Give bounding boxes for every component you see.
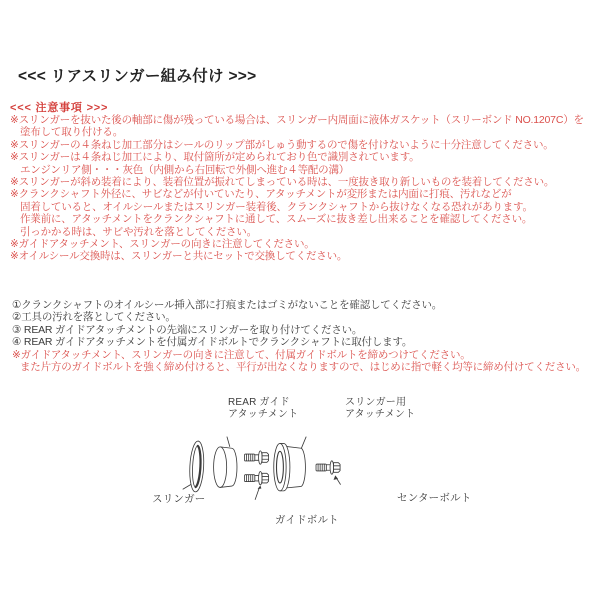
warning-line: また片方のガイドボルトを強く締め付けると、平行が出なくなりますので、はじめに指で軽く均等に締め付けてください。: [20, 361, 586, 374]
assembly-steps-section: [12, 299, 598, 373]
label-line: アタッチメント: [345, 408, 416, 420]
label-line: アタッチメント: [228, 408, 299, 420]
caution-line: ※オイルシール交換時は、スリンガーと共にセットで交換してください。: [10, 250, 348, 263]
page-title: <<< リアスリンガー組み付け >>>: [18, 68, 257, 85]
caution-line: 引っかかる時は、サビや汚れを落としてください。: [20, 225, 257, 238]
label-line: スリンガー用: [345, 397, 407, 408]
label-line: REAR ガイド: [228, 397, 290, 408]
slinger-ring-drawing: [189, 441, 205, 493]
caution-section: [10, 114, 598, 263]
caution-line: エンジンリア側・・・灰色（内側から右回転で外側へ進む４等配の溝）: [20, 163, 350, 176]
rear-guide-attachment-drawing: [214, 447, 237, 488]
caution-line: 作業前に、アタッチメントをクランクシャフトに通して、スムーズに抜き差し出来ることを確認してください。: [20, 213, 533, 226]
warning-line: ※ガイドアタッチメント、スリンガーの向きに注意して、付属ガイドボルトを締めつけてください。: [12, 348, 471, 361]
caution-line: ※スリンガーが斜め装着により、装着位置が振れてしまっている時は、一度抜き取り新しいものを装着してください。: [10, 176, 555, 189]
leader-guide-bolt-arrowhead: [258, 485, 262, 489]
label-rear-guide-attachment: [228, 397, 298, 420]
leader-rear-guide: [227, 437, 230, 447]
guide-bolt-bottom-drawing: [245, 471, 269, 484]
slinger-attachment-drawing: [274, 443, 306, 490]
step-item: ②工具の汚れを落としてください。: [12, 311, 176, 324]
label-slinger-attachment: [345, 397, 415, 420]
center-bolt-drawing: [316, 461, 340, 474]
caution-line: ※スリンガーを抜いた後の軸部に傷が残っている場合は、スリンガー内周面に液体ガスケット（スリーボンド NO.1207C）を: [10, 114, 584, 126]
leader-slinger-att: [301, 437, 306, 449]
caution-section-heading: <<< 注意事項 >>>: [10, 102, 109, 114]
caution-line: ※スリンガーは４条ねじ加工により、取付箇所が定められており色で識別されています。: [10, 151, 420, 164]
step-item: ①クランクシャフトのオイルシール挿入部に打痕またはゴミがないことを確認してください。: [12, 299, 443, 311]
caution-line: 固着していると、オイルシールまたはスリンガー装着後、クランクシャフトから抜けなくなる恐れがあります。: [20, 200, 533, 213]
label-slinger: スリンガー: [152, 493, 206, 505]
step-item: ④ REAR ガイドアタッチメントを付属ガイドボルトでクランクシャフトに取付します。: [12, 336, 413, 349]
caution-line: ※ガイドアタッチメント、スリンガーの向きに注意してください。: [10, 238, 315, 251]
caution-line: ※スリンガーの４条ねじ加工部分はシールのリップ部がしゅう動するので傷を付けないように十分注意してください。: [10, 138, 554, 151]
label-guide-bolt: ガイドボルト: [275, 514, 339, 526]
caution-line: ※クランクシャフト外径に、サビなどが付いていたり、アタッチメントが変形または内面に打痕、汚れなどが: [10, 188, 512, 201]
step-item: ③ REAR ガイドアタッチメントの先端にスリンガーを取り付けてください。: [12, 323, 363, 336]
caution-line: 塗布して取り付ける。: [20, 126, 123, 139]
leader-guide-bolt: [255, 488, 259, 500]
label-center-bolt: センターボルト: [397, 492, 472, 504]
guide-bolt-top-drawing: [245, 451, 269, 464]
exploded-parts-diagram: [150, 390, 480, 545]
